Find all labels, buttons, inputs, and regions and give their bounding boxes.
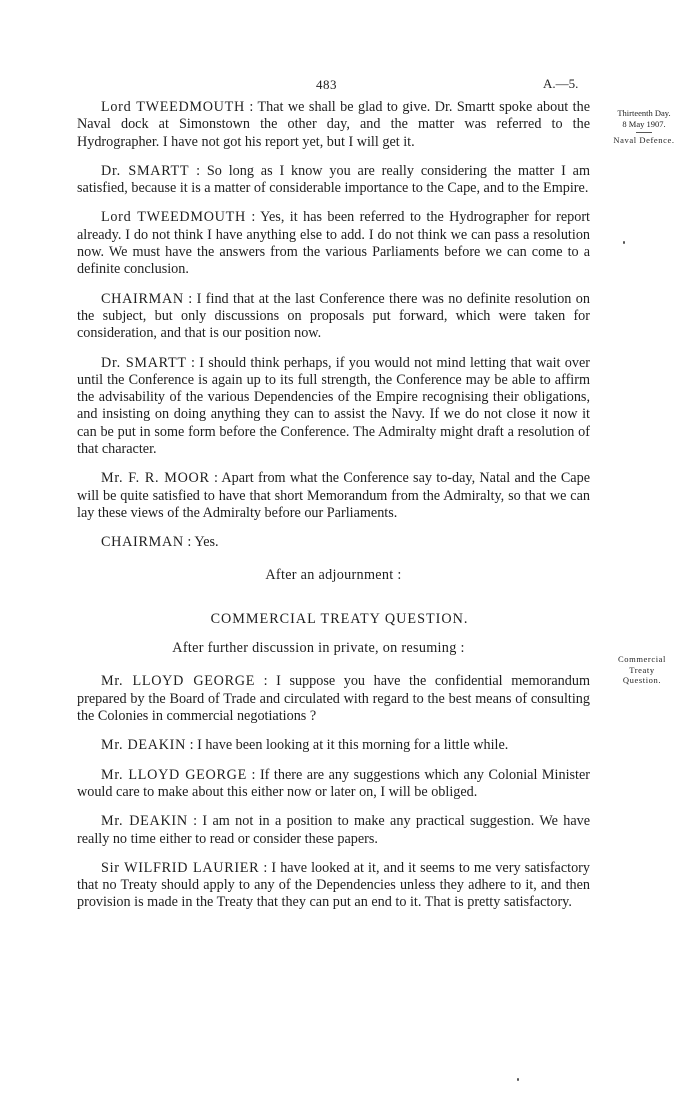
speaker-name: Sir WILFRID LAURIER xyxy=(101,859,260,876)
speech-text: : I am not in a position to make any practical suggestion. We have really no time either to read or consider these papers. xyxy=(77,813,591,847)
speech-text: : I have been looking at it this morning for a little while. xyxy=(189,737,509,754)
speech-paragraph xyxy=(77,291,590,343)
margin-note-treaty-line1: Commercial xyxy=(617,654,666,664)
main-text xyxy=(77,99,590,924)
speaker-name: Lord TWEEDMOUTH xyxy=(101,99,245,115)
page-reference: A.—5. xyxy=(543,76,579,91)
speaker-name: Dr. SMARTT xyxy=(101,162,190,179)
speech-text: : That we shall be glad to give. Dr. Smartt spoke about the Naval dock at Simonstown the other day, and the matter was referred to the Hydrographer. I have not got his report yet, but I will get it. xyxy=(77,99,591,150)
section-heading: COMMERCIAL TREATY QUESTION. xyxy=(210,610,469,627)
speech-text: : Yes. xyxy=(187,534,219,551)
speaker-name: Mr. DEAKIN xyxy=(101,813,188,830)
speech-text: : I find that at the last Conference there was no definite resolution on the subject, but only discussions on proposals put forward, which were taken for consideration, and that is our position now. xyxy=(77,290,590,342)
margin-note-rule xyxy=(636,132,652,133)
speech-text: : If there are any suggestions which any Colonial Minister would care to make about this either now or later on, I will be obliged. xyxy=(77,766,591,800)
speaker-name: Dr. SMARTT xyxy=(101,354,187,371)
speech-paragraph xyxy=(77,470,590,522)
speech-paragraph xyxy=(77,813,590,848)
page-number: 483 xyxy=(316,77,337,92)
scan-speck xyxy=(517,1078,519,1081)
speaker-name: Mr. LLOYD GEORGE xyxy=(101,673,256,690)
speech-paragraph xyxy=(77,737,590,754)
speech-paragraph xyxy=(77,673,590,725)
margin-note-treaty-line2: Treaty xyxy=(629,664,655,675)
speech-paragraph xyxy=(77,99,590,151)
speech-paragraph xyxy=(77,534,590,551)
speech-paragraph xyxy=(77,767,590,802)
section-subheading: After further discussion in private, on resuming : xyxy=(172,640,465,657)
margin-note-treaty-line3: Question. xyxy=(622,675,662,685)
speech-paragraph xyxy=(77,163,590,198)
speech-text: : So long as I know you are really considering the matter I am satisfied, because it is a matter of considerable importance to the Cape, and to the Empire. xyxy=(77,162,591,197)
margin-note-day xyxy=(594,108,694,146)
margin-note-day-line: Thirteenth Day. xyxy=(617,108,671,118)
speech-text: : I suppose you have the confidential memorandum prepared by the Board of Trade and circulated with regard to the best means of consulting the Colonies in commercial negotiations ? xyxy=(77,673,590,725)
speech-paragraph xyxy=(77,860,590,912)
scan-speck xyxy=(623,241,625,244)
speaker-name: Mr. F. R. MOOR xyxy=(101,470,210,487)
margin-note-date-line: 8 May 1907. xyxy=(622,118,666,129)
speech-text: : Apart from what the Conference say to-day, Natal and the Cape will be quite satisfied to have that short Memorandum from the Admiralty, so that we can lay these views of the Admiralty before our Parliaments. xyxy=(77,470,590,521)
margin-note-topic-line: Naval Defence. xyxy=(613,135,675,145)
speaker-name: CHAIRMAN xyxy=(101,290,184,307)
speaker-name: Mr. LLOYD GEORGE xyxy=(101,766,247,783)
speech-paragraph xyxy=(77,355,590,459)
speech-text: : I should think perhaps, if you would not mind letting that wait over until the Conference is again up to its full strength, the Conference may be able to affirm the advisability of the various Dependencies of the Empire recognising their obligations, and insisting on doing anything they can to assist the Navy. If we do not close it now it can be put in some form before the Conference. The Admiralty might draft a resolution of that character. xyxy=(77,354,590,458)
speech-paragraph xyxy=(77,209,590,278)
speech-text: : I have looked at it, and it seems to me very satisfactory that no Treaty should apply to any of the Dependencies unless they adhere to it, and then provision is made in the Treaty that they can put an end to it. That is pretty satisfactory. xyxy=(77,859,591,911)
speaker-name: Mr. DEAKIN xyxy=(101,737,187,754)
margin-note-treaty xyxy=(602,654,682,686)
adjournment-note: After an adjournment : xyxy=(265,566,402,583)
speaker-name: Lord TWEEDMOUTH xyxy=(101,209,246,226)
speaker-name: CHAIRMAN xyxy=(101,534,184,551)
speech-text: : Yes, it has been referred to the Hydrographer for report already. I do not think I have anything else to add. I do not think we can pass a resolution now. We must have the answers from the various Parliaments before we can come to a definite conclusion. xyxy=(77,209,591,278)
